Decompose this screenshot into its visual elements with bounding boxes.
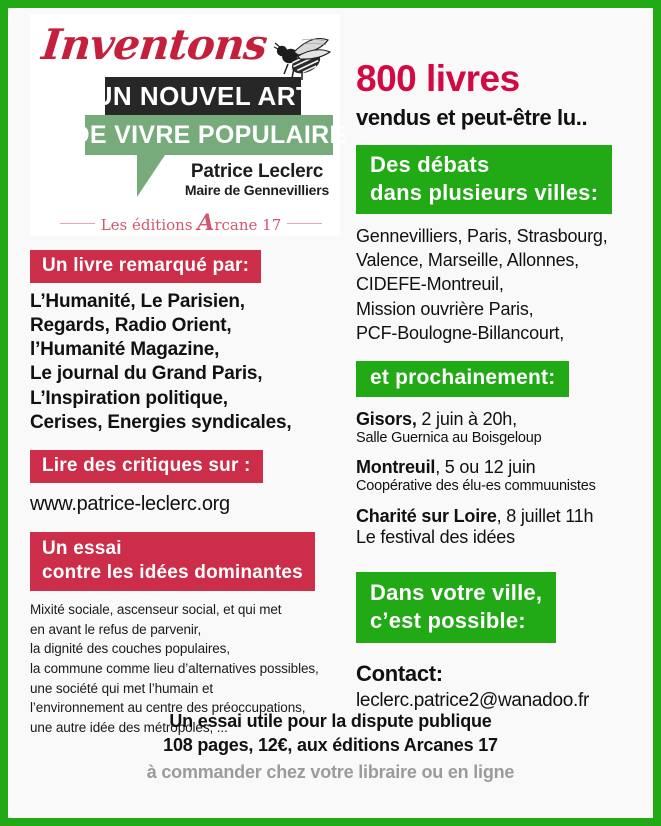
essay-body-line: en avant le refus de parvenir, — [30, 621, 202, 637]
cover-author — [182, 162, 332, 199]
publisher-text — [95, 210, 288, 236]
author-name: Patrice Leclerc — [190, 161, 324, 182]
speech-bubble-tail — [137, 155, 165, 197]
event-venue: Salle Guernica au Boisgeloup — [356, 429, 542, 446]
event-date: 2 juin à 20h, — [416, 408, 517, 429]
contact-email[interactable]: leclerc.patrice2@wanadoo.fr — [356, 690, 589, 712]
essay-body-line: une autre idée des métropoles, ... — [30, 719, 228, 735]
press-list-item: Le journal du Grand Paris, — [30, 363, 263, 385]
press-list-item: Cerises, Energies syndicales, — [30, 411, 292, 433]
debates-banner-line-2: dans plusieurs villes: — [370, 179, 599, 205]
headline-sales-count: 800 livres — [356, 58, 520, 99]
left-content — [22, 236, 344, 737]
debates-banner — [356, 145, 612, 214]
publisher-rule-left — [60, 223, 95, 224]
city-list-item: Mission ouvrière Paris, — [356, 298, 534, 319]
upcoming-events-list — [356, 409, 653, 548]
author-role: Maire de Gennevilliers — [184, 181, 330, 198]
press-list-item: L’Humanité, Le Parisien, — [30, 291, 245, 312]
city-list-item: CIDEFE-Montreuil, — [356, 274, 504, 295]
event-item — [356, 457, 653, 495]
event-venue: Le festival des idées — [356, 526, 515, 547]
essay-banner-line-2: contre les idées dominantes — [42, 561, 303, 583]
footer-line-2: 108 pages, 12€, aux éditions Arcanes 17 — [163, 735, 498, 756]
publisher-initial: A — [197, 210, 215, 236]
essay-banner-line-1: Un essai — [42, 537, 122, 559]
press-list — [30, 290, 344, 435]
remarked-banner: Un livre remarqué par: — [30, 250, 261, 283]
headline-subtitle: vendus et peut-être lu.. — [356, 105, 588, 130]
event-date: , 5 ou 12 juin — [435, 457, 536, 478]
footer-line-1: Un essai utile pour la dispute publique — [169, 711, 492, 732]
publisher-rest: rcane 17 — [214, 216, 282, 234]
event-city: Charité sur Loire — [356, 505, 497, 526]
essay-body-line: la dignité des couches populaires, — [30, 641, 230, 657]
event-city: Montreuil — [356, 457, 436, 478]
your-city-banner-line-2: c’est possible: — [370, 607, 526, 633]
footer-line-3: à commander chez votre libraire ou en ligne — [146, 761, 515, 782]
essay-body-line: l’environnement au centre des préoccupations, — [30, 700, 306, 716]
event-heading — [356, 457, 653, 478]
contact-label: Contact: — [356, 661, 443, 687]
upcoming-banner: et prochainement: — [356, 361, 569, 397]
city-list-item: PCF-Boulogne-Billancourt, — [356, 322, 565, 343]
press-list-item: Regards, Radio Orient, — [30, 315, 232, 337]
publisher-prefix: Les éditions — [100, 216, 198, 234]
event-date: , 8 juillet 11h — [496, 505, 594, 526]
essay-body-line: la commune comme lieu d’alternatives possibles, — [30, 660, 319, 676]
website-url[interactable]: www.patrice-leclerc.org — [30, 492, 230, 515]
cover-band-green: DE VIVRE POPULAIRE — [85, 115, 333, 155]
left-column — [8, 8, 347, 737]
publisher-rule-right — [287, 223, 322, 224]
debates-banner-line-1: Des débats — [370, 152, 490, 178]
essay-body-line: une société qui met l’humain et — [30, 680, 214, 696]
cities-list — [356, 224, 653, 345]
cover-band-dark: UN NOUVEL ART — [105, 77, 301, 115]
poster-top-section — [8, 8, 653, 737]
footer — [8, 709, 653, 784]
book-cover — [30, 14, 347, 236]
publisher-line — [60, 210, 322, 236]
essay-body-line: Mixité sociale, ascenseur social, et qui met — [30, 602, 282, 618]
essay-banner — [30, 532, 315, 592]
event-item — [356, 409, 653, 447]
right-column — [344, 8, 653, 712]
your-city-banner-line-1: Dans votre ville, — [370, 580, 543, 606]
event-item — [356, 506, 653, 549]
city-list-item: Valence, Marseille, Allonnes, — [356, 250, 579, 271]
critiques-banner: Lire des critiques sur : — [30, 450, 263, 483]
event-heading — [356, 506, 653, 527]
press-list-item: L’Inspiration politique, — [30, 387, 228, 409]
event-city: Gisors, — [356, 408, 417, 429]
your-city-banner — [356, 572, 556, 643]
event-venue: Coopérative des élu-es commuunistes — [356, 478, 596, 495]
city-list-item: Gennevilliers, Paris, Strasbourg, — [356, 226, 608, 247]
event-heading — [356, 409, 653, 430]
press-list-item: l’Humanité Magazine, — [30, 339, 220, 361]
cover-title: Inventons — [39, 20, 270, 69]
